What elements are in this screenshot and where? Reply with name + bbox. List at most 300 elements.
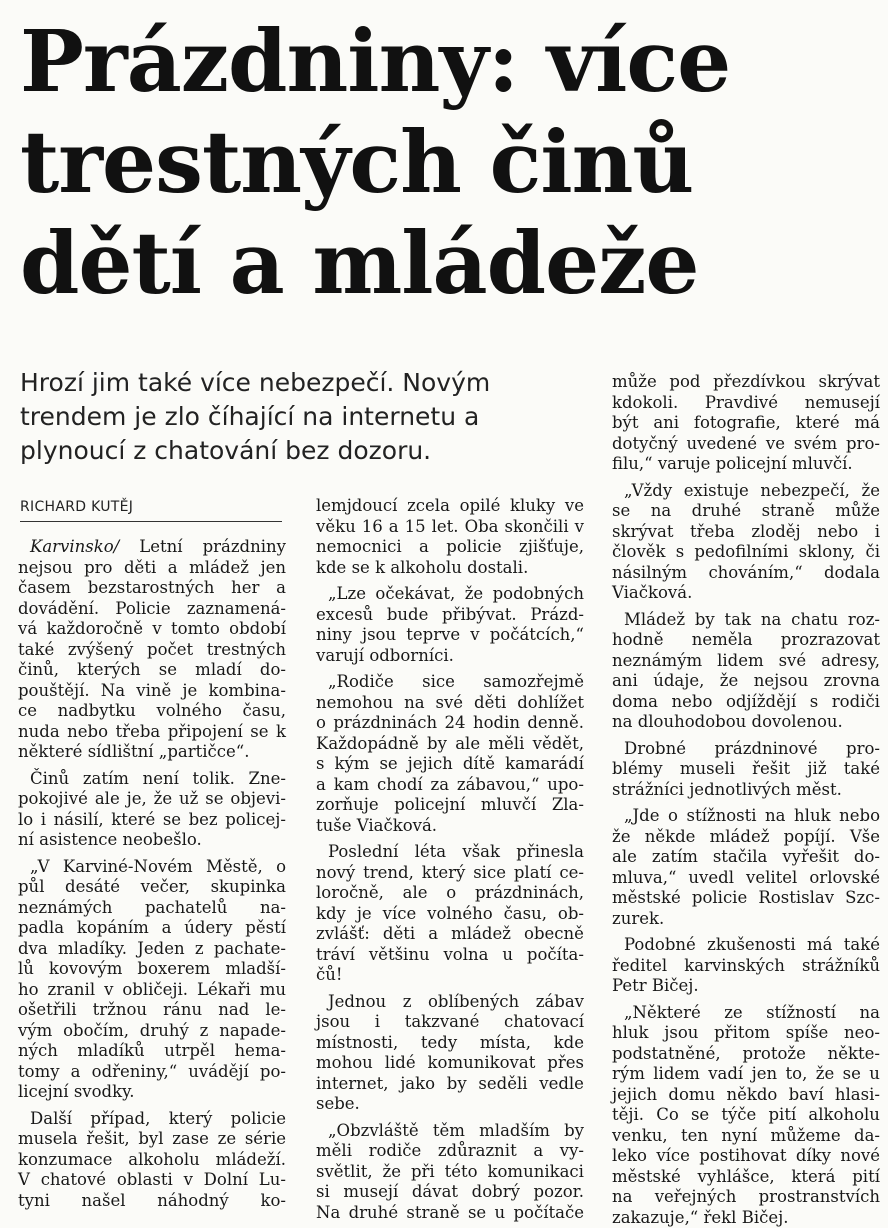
word: volna	[443, 945, 488, 966]
word: existuje	[684, 481, 749, 502]
word: ale	[455, 734, 480, 755]
word: ředitel	[612, 956, 667, 977]
word: měli	[316, 1141, 352, 1162]
word: o	[668, 806, 678, 827]
word: mládež	[189, 558, 249, 579]
word: jejich	[408, 754, 453, 775]
text-line	[612, 935, 880, 956]
text-line	[612, 413, 880, 434]
word: není	[143, 769, 179, 790]
word: také	[844, 759, 880, 780]
word: který	[422, 863, 466, 884]
word: dostali.	[467, 558, 528, 579]
text-line	[612, 827, 880, 848]
word: již	[807, 759, 826, 780]
word: nadbytku	[58, 701, 136, 722]
word: bude	[387, 605, 429, 626]
word: stačila	[713, 847, 768, 868]
word: připojení	[168, 722, 243, 743]
word: fotografie,	[694, 413, 781, 434]
word: Zla-	[552, 795, 584, 816]
word: skrývat	[612, 522, 673, 543]
word: období	[229, 619, 286, 640]
word: 15	[405, 517, 426, 538]
word: této	[445, 1162, 478, 1183]
word: to,	[786, 1064, 808, 1085]
word: Policie	[115, 599, 170, 620]
word: série	[245, 1129, 286, 1150]
word: těm	[433, 1121, 465, 1142]
word: děti	[383, 924, 415, 945]
word: ránu	[163, 1000, 202, 1021]
word: večer,	[141, 877, 190, 898]
word: přinesla	[516, 842, 584, 863]
word: Činů	[30, 769, 69, 790]
text-line	[612, 806, 880, 827]
word: chatové	[41, 1170, 106, 1191]
word: „Obzvláště	[328, 1121, 419, 1142]
word: policejní	[394, 795, 465, 816]
word: člověk	[612, 542, 666, 563]
word: ve	[565, 496, 584, 517]
word: měli	[488, 734, 524, 755]
word: řešit	[752, 759, 790, 780]
word: orlovské	[809, 868, 880, 889]
word: vině	[136, 681, 171, 702]
word: který	[169, 1109, 213, 1130]
word: mladíků	[77, 1041, 144, 1062]
word: jen	[260, 558, 286, 579]
text-line	[18, 1191, 286, 1212]
text-line	[316, 1012, 584, 1033]
word: denně.	[527, 713, 584, 734]
word: hodin	[473, 713, 520, 734]
word: může	[612, 372, 657, 393]
word: loročně,	[316, 883, 384, 904]
headline	[20, 12, 880, 315]
word: své	[779, 651, 807, 672]
word: se	[250, 722, 268, 743]
text-line	[18, 1000, 286, 1021]
headline-line: trestných činů	[20, 113, 880, 214]
word: policej-	[225, 810, 286, 831]
word: uvedl	[688, 868, 734, 889]
word: by	[427, 734, 447, 755]
word: s	[810, 692, 818, 713]
word: rým	[612, 1064, 645, 1085]
word: z	[403, 992, 412, 1013]
word: někde	[645, 827, 696, 848]
word: Bičej.	[742, 1208, 789, 1228]
word: nuda	[18, 722, 60, 743]
text-line	[612, 434, 880, 455]
word: samozřejmě	[483, 672, 584, 693]
word: platí	[514, 863, 552, 884]
headline-line: Prázdniny: více	[20, 12, 880, 113]
text-line	[18, 980, 286, 1001]
word: popíjí.	[784, 827, 836, 848]
word: na	[404, 693, 424, 714]
text-line	[316, 992, 584, 1013]
word: věku	[316, 517, 356, 538]
word: některé	[18, 742, 88, 763]
word: že	[383, 1162, 401, 1183]
word: se	[691, 1105, 709, 1126]
text-line	[18, 701, 286, 722]
word: se	[468, 1203, 486, 1224]
word: u	[495, 1203, 506, 1224]
word: pod	[669, 372, 700, 393]
word: odřeniny,“	[92, 1062, 178, 1083]
text-line	[612, 1208, 880, 1228]
word: někte-	[828, 1044, 880, 1065]
word: pěstí	[245, 918, 286, 939]
text-line	[316, 754, 584, 775]
word: neobešlo.	[122, 830, 201, 851]
word: u	[869, 1064, 880, 1085]
word: týče	[721, 1105, 756, 1126]
word: na-	[260, 898, 286, 919]
word: velitel	[746, 868, 797, 889]
word: policie	[446, 537, 501, 558]
word: do-	[854, 847, 880, 868]
word: kde	[554, 1033, 584, 1054]
word: si	[316, 1182, 330, 1203]
word: dva	[18, 939, 48, 960]
word: dobrý	[472, 1182, 520, 1203]
word: druhý	[140, 1021, 189, 1042]
word: a	[162, 918, 172, 939]
text-line	[18, 877, 286, 898]
word: blémy	[612, 759, 663, 780]
text-line	[316, 537, 584, 558]
word: Na	[316, 1203, 340, 1224]
text-line	[316, 1141, 584, 1162]
word: kam	[334, 775, 369, 796]
word: nejsou	[754, 671, 809, 692]
text-line	[612, 1105, 880, 1126]
word: násilným	[612, 563, 687, 584]
word: počet	[147, 640, 193, 661]
word: museli	[680, 759, 735, 780]
text-line	[18, 1021, 286, 1042]
word: v	[152, 619, 161, 640]
word: měst.	[796, 780, 842, 801]
word: internet,	[316, 1074, 388, 1095]
word: ale	[612, 847, 637, 868]
word: licejní	[18, 1082, 74, 1103]
word: Poslední	[328, 842, 398, 863]
word: s	[316, 754, 324, 775]
word: oblasti	[117, 1170, 173, 1191]
word: strážníků	[802, 956, 880, 977]
word: Jeden	[137, 939, 184, 960]
text-line	[612, 712, 880, 733]
word: karvinských	[684, 956, 785, 977]
text-line	[316, 517, 584, 538]
word: vá	[18, 619, 37, 640]
word: třeba	[690, 522, 735, 543]
word: vyhlášce,	[698, 1167, 775, 1188]
word: která	[791, 1167, 835, 1188]
word: přitom	[714, 1023, 770, 1044]
word: spíše	[786, 1023, 829, 1044]
word: řekl	[704, 1208, 742, 1228]
word: vyřešit	[782, 847, 839, 868]
word: zatím	[83, 769, 129, 790]
word: ko-	[260, 1191, 286, 1212]
word: Lu-	[259, 1170, 286, 1191]
word: by	[447, 1074, 467, 1095]
word: místa,	[480, 1033, 531, 1054]
word: svodky.	[74, 1082, 135, 1103]
word: ce-	[559, 863, 584, 884]
word: vedle	[539, 1074, 584, 1095]
word: mládež	[451, 924, 511, 945]
word: zakazuje,“	[612, 1208, 704, 1228]
text-line	[316, 584, 584, 605]
word: tolik.	[193, 769, 235, 790]
word: být	[612, 413, 639, 434]
word: kamarádí	[505, 754, 584, 775]
word: prázdniny	[203, 537, 286, 558]
text-line	[316, 924, 584, 945]
word: skupinka	[211, 877, 286, 898]
word: se	[159, 660, 177, 681]
word: zvlášť:	[316, 924, 370, 945]
word: našel	[82, 1191, 126, 1212]
word: někdo	[726, 1085, 777, 1106]
word: času,	[243, 701, 286, 722]
word: sebe.	[316, 1094, 360, 1115]
word: více	[656, 1146, 690, 1167]
word: s	[676, 542, 684, 563]
word: zorňuje	[316, 795, 379, 816]
word: zatím	[652, 847, 698, 868]
word: padla	[18, 918, 64, 939]
word: pro	[84, 558, 112, 579]
word: pachate-	[214, 939, 286, 960]
word: které	[796, 413, 840, 434]
word: dohlížet	[517, 693, 584, 714]
word: dotyčný	[612, 434, 678, 455]
word: V	[18, 1170, 30, 1191]
word: ze	[724, 1003, 742, 1024]
text-line	[18, 1129, 286, 1150]
word: obecně	[524, 924, 584, 945]
word: i	[875, 522, 880, 543]
word: dovolenou.	[752, 712, 843, 733]
word: domu	[668, 1085, 715, 1106]
word: mladším	[479, 1121, 550, 1142]
text-line	[612, 563, 880, 584]
word: Oba	[465, 517, 499, 538]
word: a	[389, 517, 399, 538]
text-line	[18, 1109, 286, 1130]
word: straně	[762, 501, 815, 522]
word: kluky	[510, 496, 555, 517]
word: do-	[260, 660, 286, 681]
word: Viačková.	[612, 583, 692, 604]
word: Co	[656, 1105, 679, 1126]
word: ní	[18, 830, 39, 851]
word: městské	[612, 888, 681, 909]
word: má	[854, 413, 879, 434]
word: policejní	[716, 454, 792, 475]
word: „Vždy	[624, 481, 672, 502]
word: a	[533, 1141, 543, 1162]
text-line	[612, 671, 880, 692]
article-column-2	[316, 496, 584, 1223]
word: dovádění.	[18, 599, 99, 620]
word: je	[182, 681, 197, 702]
text-line	[18, 722, 286, 743]
word: skončili	[505, 517, 569, 538]
word: mluvčí	[481, 795, 536, 816]
text-line	[316, 1182, 584, 1203]
text-line	[18, 810, 286, 831]
word: že	[154, 789, 172, 810]
word: Dolní	[204, 1170, 248, 1191]
word: prázdninách,	[475, 883, 584, 904]
word: pozor.	[534, 1182, 584, 1203]
word: varuje	[658, 454, 716, 475]
word: tráví	[316, 945, 355, 966]
word: lidem	[717, 651, 764, 672]
word: jsou	[362, 625, 396, 646]
word: v	[470, 625, 479, 646]
text-line	[18, 599, 286, 620]
word: světlit,	[316, 1162, 373, 1183]
word: už	[179, 789, 198, 810]
word: zábav	[536, 992, 584, 1013]
word: a	[428, 924, 438, 945]
word: i	[41, 810, 46, 831]
word: údaje,	[653, 671, 704, 692]
word: „Některé	[624, 1003, 701, 1024]
text-line	[18, 1082, 286, 1103]
word: Vše	[850, 827, 880, 848]
word: hodně	[612, 630, 664, 651]
word: rodiči	[832, 692, 880, 713]
word: půl	[18, 877, 44, 898]
word: kovovým	[49, 959, 122, 980]
word: Karviné-Novém	[63, 857, 193, 878]
word: děti	[124, 558, 156, 579]
word: hluk	[612, 1023, 649, 1044]
text-line	[316, 713, 584, 734]
word: Každopádně	[316, 734, 419, 755]
text-line	[316, 672, 584, 693]
text-line	[612, 692, 880, 713]
word: časem	[18, 578, 71, 599]
word: Petr	[612, 976, 652, 997]
word: se	[205, 789, 223, 810]
word: ošetřili	[18, 1000, 77, 1021]
text-line	[18, 660, 286, 681]
word: Karvinsko/	[30, 537, 119, 558]
word: „Rodiče	[328, 672, 394, 693]
word: druhé	[349, 1203, 398, 1224]
text-line	[612, 1044, 880, 1065]
word: o	[446, 883, 456, 904]
word: ob-	[558, 904, 584, 925]
word: zcela	[407, 496, 450, 517]
word: mládeží.	[216, 1150, 286, 1171]
word: dítě	[463, 754, 495, 775]
word: své	[436, 693, 464, 714]
word: ných	[18, 1041, 58, 1062]
text-line	[612, 583, 880, 604]
word: podstatněné,	[612, 1044, 721, 1065]
word: „Lze	[328, 584, 366, 605]
word: tyni	[18, 1191, 50, 1212]
word: alkoholu	[390, 558, 467, 579]
word: pro-	[846, 739, 880, 760]
text-line	[612, 501, 880, 522]
text-line	[316, 1203, 584, 1224]
word: ale	[95, 789, 120, 810]
word: že	[816, 1064, 834, 1085]
word: musela	[18, 1129, 78, 1150]
word: Pravdivé	[705, 393, 778, 414]
word: zábavou,“	[457, 775, 540, 796]
word: sice	[422, 672, 455, 693]
word: alkoholu	[128, 1150, 200, 1171]
word: že	[862, 481, 880, 502]
word: že	[612, 827, 630, 848]
word: nad	[218, 1000, 249, 1021]
word: mladí	[195, 660, 242, 681]
word: utrpěl	[164, 1041, 215, 1062]
text-line	[316, 693, 584, 714]
word: kde	[316, 558, 352, 579]
text-line	[612, 759, 880, 780]
word: je	[357, 904, 372, 925]
word: k	[276, 722, 286, 743]
word: Mládež	[624, 610, 685, 631]
word: na	[612, 1187, 632, 1208]
text-line	[612, 847, 880, 868]
word: přibývat.	[442, 605, 517, 626]
word: takzvané	[405, 1012, 480, 1033]
word: odborníci.	[369, 646, 454, 667]
word: trend,	[363, 863, 414, 884]
word: uvedené	[687, 434, 757, 455]
word: má	[807, 935, 832, 956]
word: že	[720, 671, 738, 692]
word: o	[276, 857, 286, 878]
word: a	[276, 578, 286, 599]
word: očekávat,	[375, 584, 455, 605]
word: zkušenosti	[707, 935, 796, 956]
word: při	[411, 1162, 435, 1183]
text-line	[316, 734, 584, 755]
word: většinu	[369, 945, 430, 966]
lead-line: trendem je zlo číhající na internetu a	[20, 400, 600, 434]
word: skrývat	[819, 372, 880, 393]
word: nejsou	[18, 558, 73, 579]
word: kopáním	[77, 918, 149, 939]
word: a	[71, 1062, 81, 1083]
text-line	[316, 863, 584, 884]
text-line	[612, 372, 880, 393]
word: Szc-	[845, 888, 880, 909]
word: objevi-	[230, 789, 286, 810]
word: prostranstvích	[759, 1187, 880, 1208]
text-line	[612, 481, 880, 502]
word: by	[564, 1121, 584, 1142]
